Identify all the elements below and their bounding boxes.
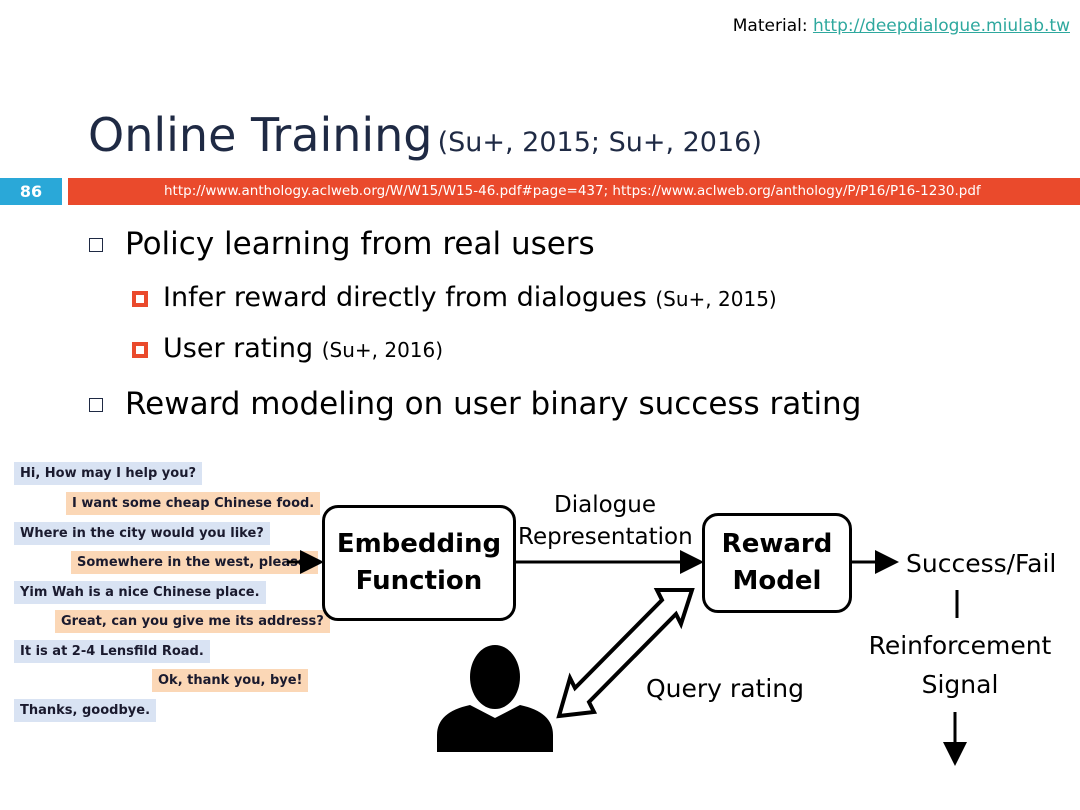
subbullet-text: Infer reward directly from dialogues	[163, 282, 647, 313]
dialogue-rep-line1: Dialogue	[554, 492, 656, 518]
embedding-label-line1: Embedding	[336, 529, 502, 559]
reference-links: http://www.anthology.aclweb.org/W/W15/W15-46.pdf#page=437; https://www.aclweb.org/anthology/P/P16/P16-1230.pdf	[164, 183, 981, 199]
chat-message-system: Hi, How may I help you?	[14, 462, 202, 485]
chat-message-system: Thanks, goodbye.	[14, 699, 156, 722]
subbullet-citation: (Su+, 2015)	[655, 287, 777, 311]
bullet-text: Reward modeling on user binary success rating	[125, 386, 862, 422]
subbullet-citation: (Su+, 2016)	[321, 338, 444, 362]
material-label: Material:	[732, 16, 813, 36]
reward-label-line2: Model	[732, 566, 822, 596]
user-silhouette-icon	[437, 645, 553, 752]
dialogue-rep-line2: Representation	[518, 524, 693, 550]
title-main: Online Training	[88, 108, 433, 162]
chat-message-system: It is at 2-4 Lensfild Road.	[14, 640, 210, 663]
chat-message-system: Yim Wah is a nice Chinese place.	[14, 581, 266, 604]
material-link[interactable]: http://deepdialogue.miulab.tw	[812, 16, 1070, 36]
chat-message-user: Ok, thank you, bye!	[152, 669, 308, 692]
bullet-text: Policy learning from real users	[125, 226, 595, 262]
reinforcement-line2: Signal	[921, 670, 999, 699]
embedding-function-box	[322, 505, 516, 621]
chat-message-user: Somewhere in the west, please.	[71, 551, 318, 574]
chat-message-system: Where in the city would you like?	[14, 522, 270, 545]
reinforcement-signal-label	[862, 626, 1058, 704]
reward-label-line1: Reward	[721, 529, 833, 559]
dialogue-representation-label	[518, 489, 692, 553]
page-number: 86	[0, 178, 62, 205]
query-rating-label: Query rating	[646, 674, 804, 703]
embedding-label-line2: Function	[355, 566, 483, 596]
chat-message-user: I want some cheap Chinese food.	[66, 492, 320, 515]
chat-message-user: Great, can you give me its address?	[55, 610, 330, 633]
reinforcement-line1: Reinforcement	[868, 631, 1052, 660]
reward-model-box	[702, 513, 852, 613]
title-citation: (Su+, 2015; Su+, 2016)	[437, 127, 762, 158]
success-fail-label: Success/Fail	[906, 549, 1057, 578]
subbullet-text: User rating	[163, 333, 314, 364]
